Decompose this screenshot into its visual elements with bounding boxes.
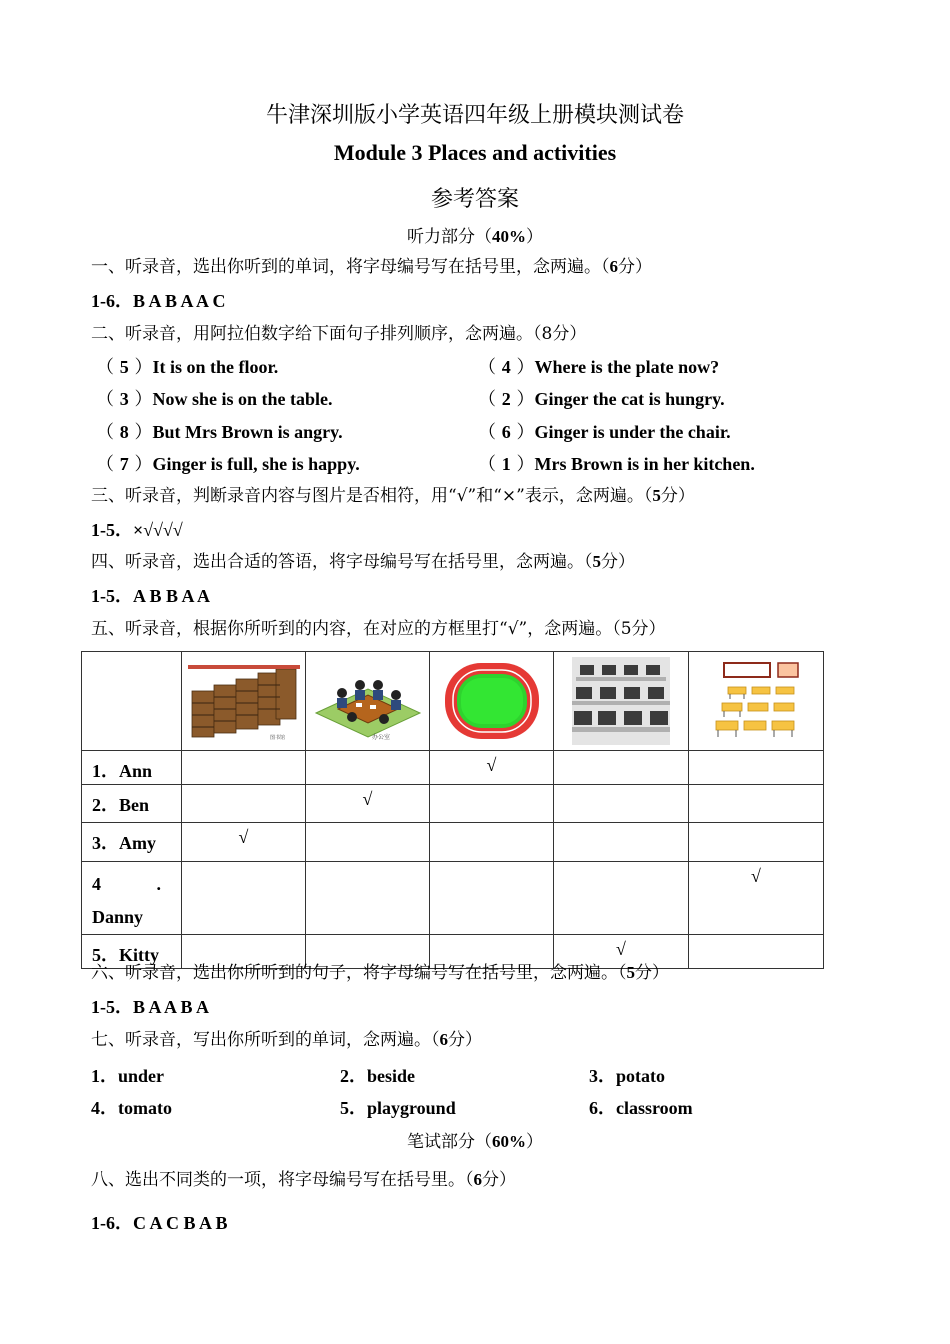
list-item: 1．under: [91, 1066, 165, 1086]
section-5-instruction: 五、听录音，根据你所听到的内容，在对应的方框里打“√”，念两遍。（5分）: [91, 619, 666, 639]
order-item: （ 1 ）Mrs Brown is in her kitchen.: [478, 454, 755, 475]
tick-cell: [430, 862, 554, 935]
writing-heading: 笔试部分（60%）: [407, 1132, 543, 1152]
doc-title-en: Module 3 Places and activities: [333, 140, 617, 165]
picture-tick-table: [81, 651, 824, 969]
list-item: 6．classroom: [589, 1098, 693, 1118]
order-item: （ 8 ）But Mrs Brown is angry.: [96, 422, 343, 443]
tick-cell: [430, 785, 554, 823]
classroom-picture-cell: [689, 652, 824, 751]
tick-cell: √: [306, 785, 430, 823]
list-item: 3．potato: [589, 1066, 665, 1086]
list-item: 4．tomato: [91, 1098, 172, 1118]
table-corner-cell: [82, 652, 182, 751]
list-item: 2．beside: [340, 1066, 416, 1086]
library-picture-cell: [182, 652, 306, 751]
tick-cell: [689, 935, 824, 969]
tick-cell: √: [689, 862, 824, 935]
library-shelves-icon: [188, 661, 300, 741]
section-3-instruction: 三、听录音，判断录音内容与图片是否相符，用“√”和“×”表示，念两遍。（5分）: [91, 486, 695, 506]
table-row: [82, 785, 824, 823]
doc-subtitle: 参考答案: [430, 187, 519, 212]
tick-cell: [182, 751, 306, 785]
order-item: （ 3 ）Now she is on the table.: [96, 389, 333, 410]
order-item: （ 4 ）Where is the plate now?: [478, 357, 720, 378]
computer-room-icon: [572, 657, 670, 745]
section-1-answer: 1-6．B A B A A C: [91, 291, 226, 311]
tick-cell: [430, 823, 554, 862]
section-1-instruction: 一、听录音，选出你听到的单词，将字母编号写在括号里，念两遍。（6分）: [91, 257, 652, 277]
tick-cell: [689, 785, 824, 823]
tick-cell: [182, 785, 306, 823]
section-7-instruction: 七、听录音，写出你所听到的单词，念两遍。（6分）: [91, 1030, 482, 1050]
section-8-answer: 1-6．C A C B A B: [91, 1213, 228, 1233]
tick-cell: [306, 823, 430, 862]
table-row: [82, 862, 824, 935]
row-label: 5．Kitty: [82, 935, 182, 969]
table-row: [82, 751, 824, 785]
tick-cell: [689, 823, 824, 862]
tick-cell: [182, 862, 306, 935]
row-label: 1．Ann: [82, 751, 182, 785]
section-6-instruction: 六、听录音，选出你所听到的句子，将字母编号写在括号里，念两遍。（5分）: [91, 963, 669, 983]
row-label: 2．Ben: [82, 785, 182, 823]
picture-caption: 图书馆: [269, 736, 285, 741]
order-item: （ 7 ）Ginger is full, she is happy.: [96, 454, 360, 475]
computer-room-picture-cell: [554, 652, 689, 751]
section-2-instruction: 二、听录音，用阿拉伯数字给下面句子排列顺序，念两遍。（8分）: [91, 324, 587, 344]
table-row: [82, 823, 824, 862]
playground-picture-cell: [430, 652, 554, 751]
picture-caption: 办公室: [371, 735, 390, 741]
section-4-instruction: 四、听录音，选出合适的答语，将字母编号写在括号里，念两遍。（5分）: [91, 552, 635, 572]
section-4-answer: 1-5．A B B A A: [91, 586, 211, 606]
listening-heading: 听力部分（40%）: [407, 227, 543, 247]
section-8-instruction: 八、选出不同类的一项，将字母编号写在括号里。（6分）: [91, 1170, 516, 1190]
order-item: （ 6 ）Ginger is under the chair.: [478, 422, 731, 443]
classroom-desks-icon: [706, 661, 806, 741]
section-6-answer: 1-5．B A A B A: [91, 997, 210, 1017]
tick-cell: [554, 785, 689, 823]
tick-cell: [306, 862, 430, 935]
doc-title-cn: 牛津深圳版小学英语四年级上册模块测试卷: [265, 103, 684, 128]
list-item: 5．playground: [340, 1098, 456, 1118]
order-item: （ 2 ）Ginger the cat is hungry.: [478, 389, 725, 410]
row-label: 3．Amy: [82, 823, 182, 862]
tick-cell: √: [554, 935, 689, 969]
tick-cell: [689, 751, 824, 785]
row-label: 4 . Danny: [82, 862, 182, 935]
office-meeting-icon: [312, 659, 424, 743]
tick-cell: √: [182, 823, 306, 862]
tick-cell: [554, 751, 689, 785]
office-picture-cell: [306, 652, 430, 751]
section-3-answer: 1-5．×√√√√: [91, 520, 183, 540]
playground-track-icon: [443, 661, 541, 741]
tick-cell: [306, 751, 430, 785]
order-item: （ 5 ）It is on the floor.: [96, 357, 279, 378]
tick-cell: √: [430, 751, 554, 785]
tick-cell: [554, 823, 689, 862]
tick-cell: [554, 862, 689, 935]
